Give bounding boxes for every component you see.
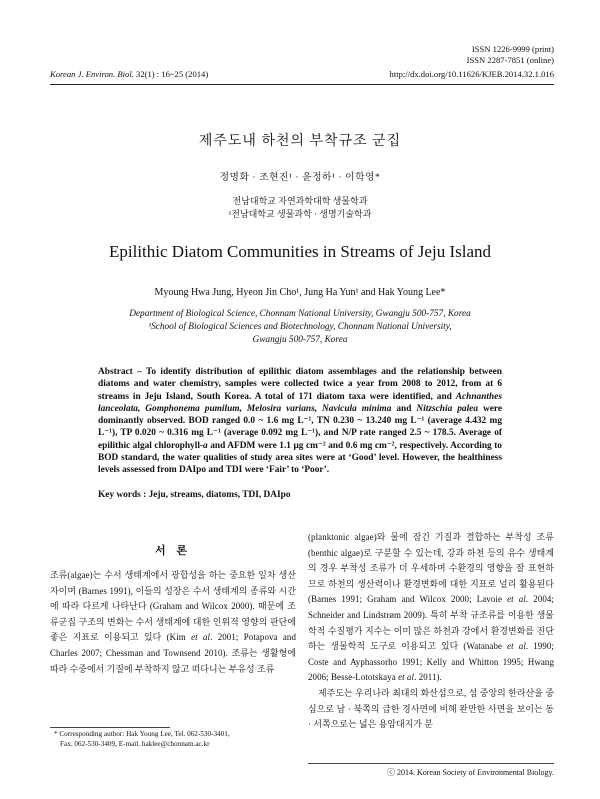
intro-left-text-b: . 2001; Potapova and Charles 2007; Chessman and Townsend 2010). 조류는 생활형에 따라 수중에서 기질에 부착하지 않고 떠다니는 부유성 조류 <box>50 632 296 674</box>
english-affiliation-1: Department of Biological Science, Chonnam National University, Gwangju 500-757, Korea <box>129 309 471 319</box>
copyright-rule <box>308 763 554 764</box>
issn-online: ISSN 2287-7851 (online) <box>466 55 554 65</box>
abstract-species-2: Nitzschia palea <box>416 403 478 414</box>
intro-left-text-a: 조류(algae)는 수서 생태계에서 광합성을 하는 중요한 일차 생산자이며 (Barnes 1991), 이들의 성장은 수서 생태계의 종류와 시간에 따라 다르게 나타난다 (Graham and Wilcox 2000). 때문에 조류군집 구조의 변화는 수서 생태계에 대한 인위적 영향의 판단에 좋은 지표로 이용되고 있다 (Kim <box>50 570 296 643</box>
korean-authors: 정명화 · 조현진¹ · 윤정하¹ · 이학영* <box>219 172 381 183</box>
issn-block <box>254 44 554 66</box>
footnote-line-1: * Corresponding author: Hak Young Lee, Tel. 062-530-3401, <box>54 730 230 738</box>
copyright: ⓒ 2014. Korean Society of Environmental Biology. <box>386 768 554 777</box>
intro-right-text-d: . 2011). <box>414 672 442 683</box>
intro-right-paragraph-1 <box>308 530 554 686</box>
english-affiliation-2b: Gwangju 500-757, Korea <box>252 335 348 345</box>
volume-pages: 32(1) : 16~25 (2014) <box>136 69 209 79</box>
et-al: et al <box>507 641 526 652</box>
footnote-line-2: Fax. 062-530-3409, E-mail. haklee@chonnam.ac.kr <box>60 739 210 748</box>
abstract-text-2: were dominantly observed. BOD ranged 0.0 ~ 1.6 mg L⁻¹, TN 0.230 ~ 13.240 mg L⁻¹ (average 4.432 mg L⁻¹), TP 0.020 ~ 0.316 mg L⁻¹ (average 0.092 mg L⁻¹), and N/P rate ranged 2.5 ~ 178.5. Average of epilithic algal chlorophyll- <box>98 403 503 451</box>
abstract-species-1: Achnanthes lanceolata, Gomphonema pumilum, Melosira varians, Navicula minima <box>98 391 502 414</box>
journal-citation <box>50 69 208 79</box>
abstract-label: Abstract <box>98 367 133 377</box>
et-al: et al <box>507 594 526 605</box>
abstract: Abstract – To identify distribution of epilithic diatom assemblages and the relationship between diatoms and water chemistry, samples were collected twice a year from 2008 to 2012, from at 6 streams in Jeju Island, South Korea. A total of 171 diatom taxa were identified, and Achnanthes lanceolata, Gomphonema pumilum, Melosira varians, Navicula minima and Nitzschia palea were dominantly observed. BOD ranged 0.0 ~ 1.6 mg L⁻¹, TN 0.230 ~ 13.240 mg L⁻¹ (average 4.432 mg L⁻¹), TP 0.020 ~ 0.316 mg L⁻¹ (average 0.092 mg L⁻¹), and N/P rate ranged 2.5 ~ 178.5. Average of epilithic algal chlorophyll-a and AFDM were 1.1 μg cm⁻² and 0.6 mg cm⁻², respectively. According to BOD standard, the water qualities of study area sites were at ‘Good’ level. However, the healthiness levels assessed from DAIpo and TDI were ‘Fair’ to ‘Poor’. <box>98 367 503 476</box>
intro-right-column <box>308 530 554 733</box>
abstract-text-3: and AFDM were 1.1 μg cm⁻² and 0.6 mg cm⁻², respectively. According to BOD standard, the water qualities of study area sites were at ‘Good’ level. However, the healthiness levels assessed from DAIpo and TDI were ‘Fair’ to ‘Poor’. <box>98 440 502 476</box>
footnote-rule <box>50 727 170 728</box>
korean-affiliation-1: 전남대학교 자연과학대학 생물학과 <box>232 196 368 206</box>
intro-right-text-a: (planktonic algae)와 물에 잠긴 기질과 결합하는 부착성 조류 (benthic algae)로 구분할 수 있는데, 강과 하천 등의 유수 생태계의 경우 부착성 조류가 더 우세하며 수환경의 영향을 잘 표현하므로 하천의 생산력이나 환경변화에 대한 지표로 널리 활용된다 (Barnes 1991; Graham and Wilcox 2000; Lavoie <box>308 532 554 605</box>
et-al: et al <box>191 632 211 643</box>
korean-affiliation-2: ¹전남대학교 생물과학 · 생명기술학과 <box>228 209 372 219</box>
abstract-chl-a: a <box>203 440 208 451</box>
doi-link[interactable]: http://dx.doi.org/10.11626/KJEB.2014.32.1.016 <box>389 69 554 79</box>
intro-right-text-b: . 2004; Schneider and Lindstrøm 2009). 특히 부착 규조류를 이용한 생물학적 수질평가 지수는 이미 많은 하천과 강에서 환경변화를 진단하는 생물학적 도구로 이용되고 있다 (Watanabe <box>308 594 554 652</box>
section-heading-introduction: 서 론 <box>154 545 191 557</box>
english-authors: Myoung Hwa Jung, Hyeon Jin Cho¹, Jung Ha Yun¹ and Hak Young Lee* <box>154 287 446 298</box>
intro-right-paragraph-2: 제주도는 우리나라 최대의 화산섬으로, 섬 중앙의 한라산을 중심으로 남 · 북쪽의 급한 경사면에 비해 완만한 사면을 보이는 동 · 서쪽으로는 넓은 용암대지가 분 <box>308 687 554 730</box>
journal-name: Korean J. Environ. Biol. <box>50 69 134 79</box>
english-affiliation-2a: ¹School of Biological Sciences and Biotechnology, Chonnam National University, <box>148 322 452 332</box>
intro-left-column <box>50 568 296 677</box>
corresponding-author-footnote <box>54 730 314 749</box>
issn-print: ISSN 1226-9999 (print) <box>471 44 554 54</box>
keywords: Key words : Jeju, streams, diatoms, TDI, DAIpo <box>98 490 291 500</box>
abstract-text-1: To identify distribution of epilithic diatom assemblages and the relationship between diatoms and water chemistry, samples were collected twice a year from 2008 to 2012, from at 6 streams in Jeju Island, South Korea. A total of 171 diatom taxa were identified, and <box>98 367 502 402</box>
header-rule <box>50 84 554 85</box>
english-title: Epilithic Diatom Communities in Streams of Jeju Island <box>109 242 491 261</box>
et-al: et al <box>398 672 415 683</box>
abstract-and: and <box>391 403 417 414</box>
intro-right-text-c: . 1990; Coste and Ayphassorho 1991; Kelly and Whitton 1995; Hwang 2006; Besse-Lototskaya <box>308 641 554 683</box>
journal-line <box>50 69 554 79</box>
korean-title: 제주도내 하천의 부착규조 군집 <box>198 134 402 149</box>
